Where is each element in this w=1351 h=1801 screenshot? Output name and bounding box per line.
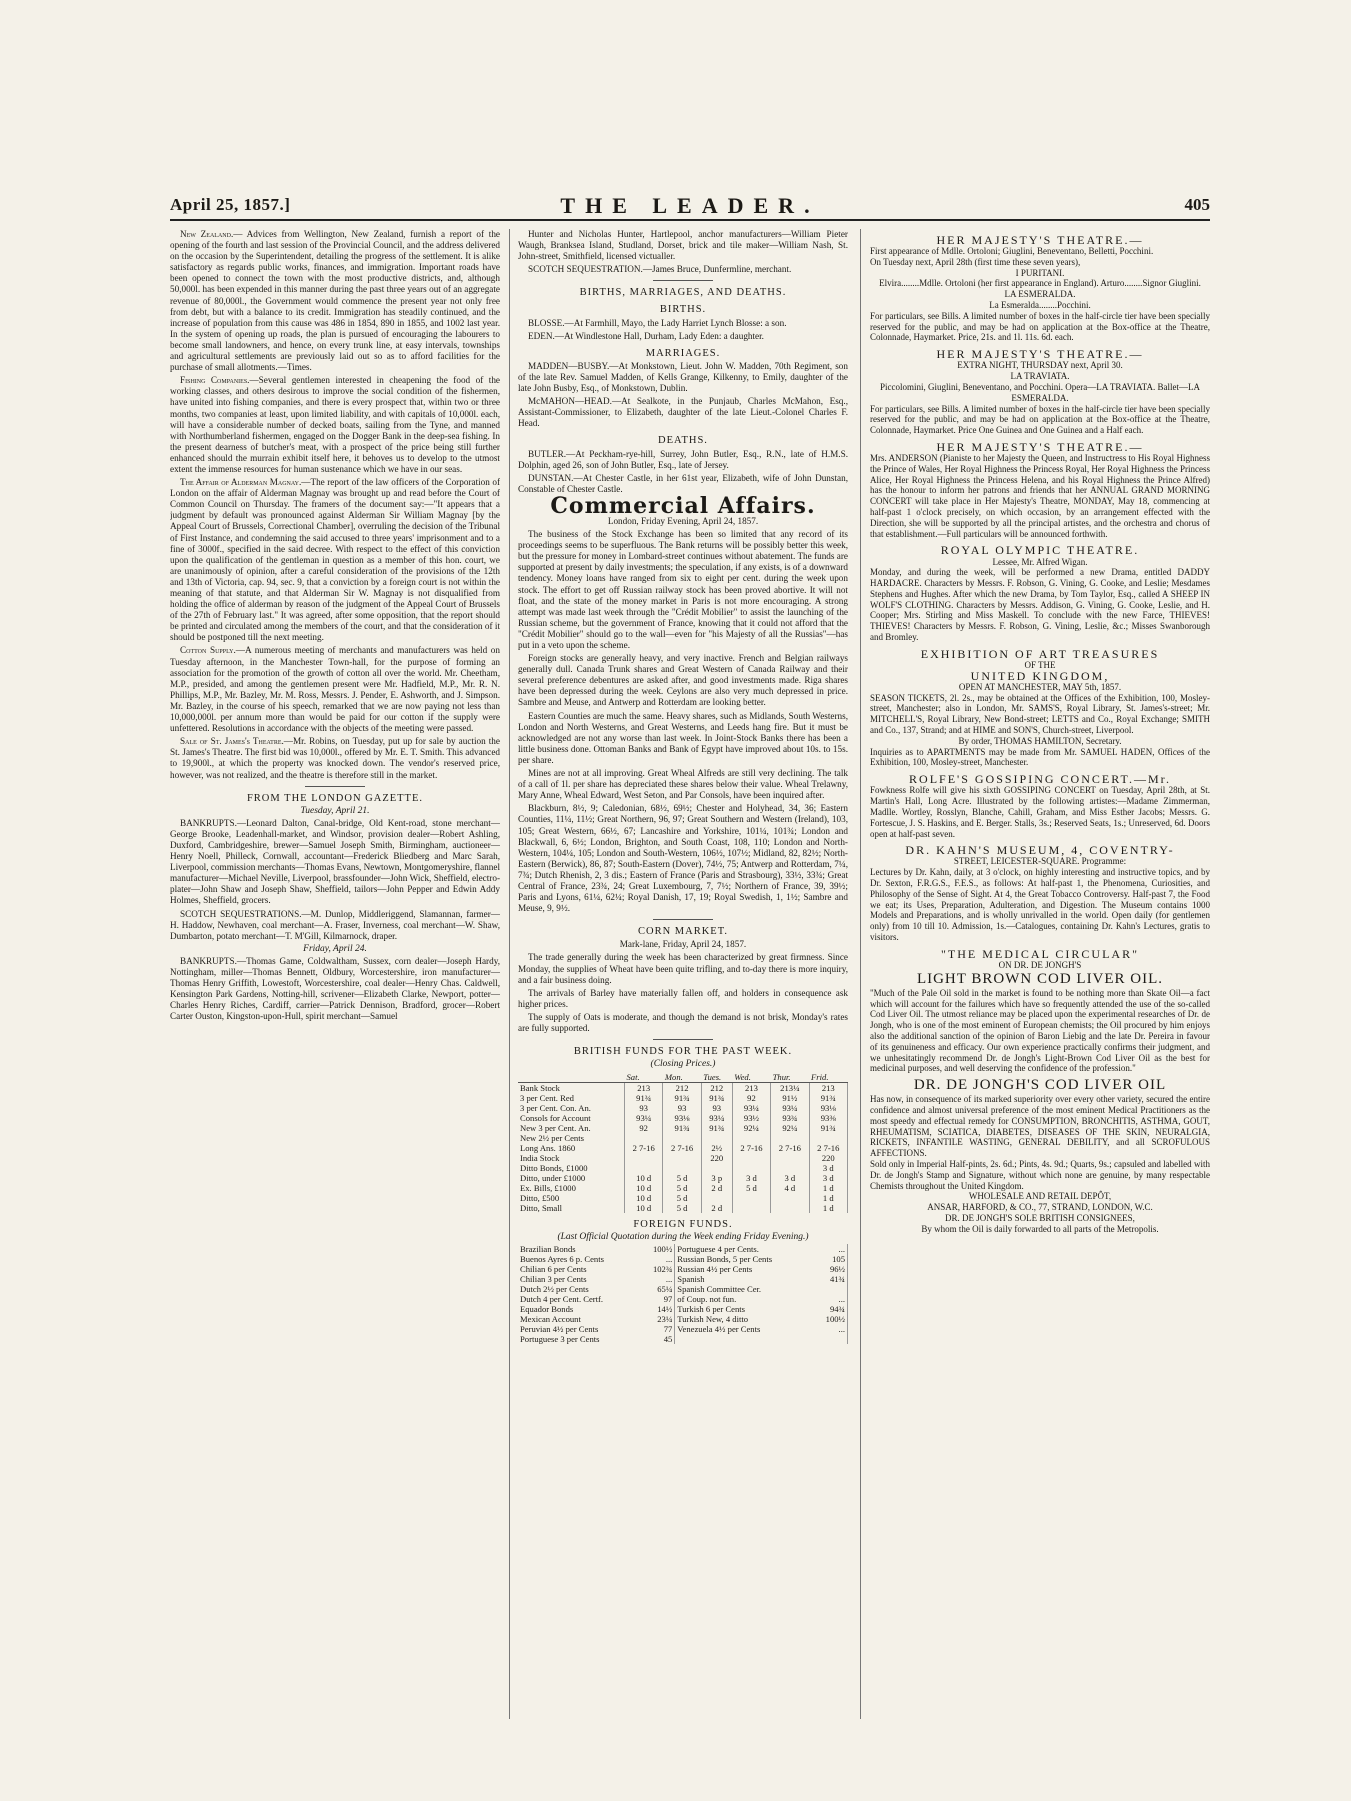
table-cell: Ditto, Small: [518, 1203, 624, 1213]
column-header: Tues.: [701, 1072, 732, 1083]
table-cell: Portuguese 4 per Cents.: [677, 1244, 759, 1255]
table-cell: [771, 1203, 809, 1213]
table-row: [518, 1183, 848, 1193]
table-row: [518, 1203, 848, 1213]
advert-title: LIGHT BROWN COD LIVER OIL.: [916, 970, 1164, 987]
advert-text: Sold only in Imperial Half-pints, 2s. 6d.; Pints, 4s. 9d.; Quarts, 9s.; capsuled and labelled with Dr. de Jongh's Stamp and Signature, without which none are genuine, by many respectable Chemists throughout the United Kingdom.: [870, 1159, 1210, 1191]
table-cell: [701, 1133, 732, 1143]
masthead: [170, 195, 1210, 221]
issue-date: April 25, 1857.]: [170, 195, 291, 214]
table-cell: [771, 1153, 809, 1163]
article-new-zealand: [170, 229, 500, 373]
table-cell: 100½: [641, 1244, 674, 1254]
table-cell: [771, 1133, 809, 1143]
article-head: Sale of St. James's Theatre.: [180, 736, 284, 747]
table-cell: 97: [641, 1294, 674, 1304]
table-cell: [663, 1133, 701, 1143]
table-cell: [663, 1153, 701, 1163]
table-cell: 212: [663, 1083, 701, 1094]
advert-heading: HER MAJESTY'S THEATRE.—: [936, 439, 1144, 454]
table-row: [518, 1113, 848, 1123]
advert-text: OPEN AT MANCHESTER, MAY 5th, 1857.: [958, 681, 1122, 692]
article-text: —A numerous meeting of merchants and manufacturers was held on Tuesday afternoon, in the Manchester Town-hall, for the purpose of forming an association for the promotion of the growth of cotton all over the world. Mr. Cheetham, M.P., presided, and among the gentlemen present were Mr. Hadfield, M.P., Mr. R. N. Phillips, M.P., Mr. Bazley, Mr. M. Ross, Messrs. J. Pender, E. Ashworth, and J. Simpson. Mr. Bazley, in the course of his speech, remarked that we are now paying not less than 10,000,000l. per annum more than would be paid for our cotton if the supply were unfettered. Resolutions in accordance with the objects of the meeting were passed.: [170, 645, 500, 734]
table-cell: 220: [809, 1153, 847, 1163]
table-cell: 213: [809, 1083, 847, 1094]
table-cell: [663, 1163, 701, 1173]
column-header: Wed.: [732, 1072, 770, 1083]
table-cell: 91¾: [663, 1123, 701, 1133]
table-cell: [732, 1203, 770, 1213]
table-cell: 91¾: [663, 1093, 701, 1103]
table-cell: [809, 1133, 847, 1143]
table-cell: 41¾: [814, 1274, 847, 1284]
gazette-scotch: SCOTCH SEQUESTRATIONS.—M. Dunlop, Middleriggend, Slamannan, farmer—H. Haddow, Newhaven, coal merchant—A. Fraser, Inverness, coal merchant—W. Shaw, Dumbarton, potato merchant—T. M'Gill, Kilmarnock, draper.: [170, 908, 500, 941]
table-cell: 93: [663, 1103, 701, 1113]
advert-heading: EXHIBITION OF ART TREASURES: [920, 646, 1160, 661]
advert-rolfe-concert: [870, 774, 1210, 839]
table-cell: Russian 4½ per Cents: [677, 1264, 753, 1275]
table-cell: 3 d: [809, 1173, 847, 1183]
foreign-funds-title: FOREIGN FUNDS.: [633, 1219, 733, 1231]
page-number: 405: [1184, 195, 1210, 214]
advert-address: ANSAR, HARFORD, & CO., 77, STRAND, LONDON, W.C.: [927, 1202, 1153, 1213]
advert-medical-circular: [870, 946, 1210, 1074]
article-text: —Mr. Robins, on Tuesday, put up for sale by auction the St. James's Theatre. The first bid was 10,000l., offered by Mr. E. T. Smith. This advanced to 19,900l., at which the property was knocked down. The vendor's reserved price, however, was not realized, and the theatre is therefore still in the market.: [170, 736, 500, 780]
table-cell: Chilian 6 per Cents: [520, 1264, 587, 1275]
article-head: New Zealand.: [180, 229, 234, 239]
table-cell: 93½: [732, 1113, 770, 1123]
table-cell: Peruvian 4½ per Cents: [520, 1324, 599, 1335]
advert-text: For particulars, see Bills. A limited number of boxes in the half-circle tier have been specially reserved for the public, and may be had on application at the Box-office at the Theatre, Colonnade, Haymarket. Price One Guinea and One Guinea and a Half each.: [870, 403, 1210, 436]
table-cell: [675, 1334, 814, 1344]
gazette-bankrupts: BANKRUPTS.—Leonard Dalton, Canal-bridge, Old Kent-road, stone merchant—George Brooke, Leadenhall-market, and Windsor, provision dealer—Robert Ashling, Duxford, Cambridgeshire, brewer—Samuel Joseph Smith, Birmingham, auctioneer—Henry Noell, Philleck, Cornwall, accountant—Frederick Bliedberg and Marc Sarah, Liverpool, commission merchants—Thomas Evans, Newtown, Montgomeryshire, flannel manufacturer—Michael Neville, Liverpool, brassfounder—John Wick, Sheffield, electro-plater—John Shaw and Joseph Shaw, Sheffield, tailors—John Pepper and Edwin Addy Holmes, Sheffield, grocers.: [170, 817, 500, 906]
corn-dateline: Mark-lane, Friday, April 24, 1857.: [619, 939, 747, 950]
deaths-head: DEATHS.: [658, 435, 708, 447]
advert-text: Fowkness Rolfe will give his sixth GOSSIPING CONCERT on Tuesday, April 28th, at St. Martin's Hall, Long Acre. Illustrated by the following artistes:—Madame Zimmerman, Madlle. Wortley, Rosslyn, Blanche, Cahill, Graham, and Miss Esther Jacobs; Messrs. G. Fortescue, J. S. Haskins, and E. Berger. Stalls, 3s.; Reserved Seats, 1s.; Unreserved, 6d. Doors open at half-past seven.: [870, 785, 1210, 839]
article-magnay: [170, 477, 500, 643]
table-row: [518, 1334, 848, 1344]
gazette-scotch: SCOTCH SEQUESTRATION.—James Bruce, Dunfermline, merchant.: [528, 264, 792, 275]
table-cell: Venezuela 4½ per Cents: [677, 1324, 761, 1335]
table-cell: Long Ans. 1860: [518, 1143, 624, 1153]
table-cell: 93⅛: [663, 1113, 701, 1123]
table-cell: 93¼: [701, 1113, 732, 1123]
table-cell: 10 d: [624, 1173, 662, 1183]
table-cell: 212: [701, 1083, 732, 1094]
advert-text: Mrs. ANDERSON (Pianiste to her Majesty the Queen, and Instructress to His Royal Highness the Prince of Wales, Her Royal Highness the Princess Royal, Her Royal Highness the Princess Alice, Her Royal Highness the Princess Helena, and his Royal Highness the Prince Alfred) has the honour to inform her patrons and friends that her ANNUAL GRAND MORNING CONCERT will take place in Her Majesty's Theatre, MONDAY, May 18, commencing at half-past 1 o'clock precisely, on which occasion, by an arrangement effected with the Direction, she will be supported by all the principal artistes, and the orchestra and chorus of that establishment.—Full particulars will be announced forthwith.: [870, 453, 1210, 539]
advert-cod-liver-oil: [870, 1077, 1210, 1234]
commercial-paragraph: Foreign stocks are generally heavy, and very inactive. French and Belgian railways generally dull. Canada Trunk shares and Great Western of Canada Railway and their several preference debentures are asked after, and good investments made. Riga shares have been depressed during the week. Ceylons are also very much depressed in price. Sambre and Meuse, and Antwerp and Rotterdam are looking better.: [518, 653, 848, 708]
section-rule: [305, 786, 365, 787]
advert-heading: DR. KAHN'S MUSEUM, 4, COVENTRY-: [905, 843, 1175, 858]
advert-text: First appearance of Mdlle. Ortoloni; Giuglini, Beneventano, Belletti, Pocchini.: [870, 246, 1154, 257]
table-body: [518, 1083, 848, 1214]
table-cell: 2 7-16: [771, 1143, 809, 1153]
table-cell: Dutch 4 per Cent. Certf.: [520, 1294, 604, 1305]
advert-her-majestys-theatre-2: [870, 349, 1210, 436]
table-cell: Ditto Bonds, £1000: [518, 1163, 624, 1173]
article-head: Fishing Companies.: [180, 375, 250, 386]
table-cell: 91¾: [701, 1093, 732, 1103]
table-cell: [732, 1163, 770, 1173]
advert-text: By whom the Oil is daily forwarded to all parts of the Metropolis.: [921, 1223, 1159, 1234]
table-cell: Buenos Ayres 6 p. Cents: [520, 1254, 604, 1265]
table-cell: 96½: [814, 1264, 847, 1274]
table-header-row: [518, 1072, 848, 1083]
commercial-paragraph: Eastern Counties are much the same. Heavy shares, such as Midlands, South Westerns, London and North Westerns, and Great Westerns, and Leeds hang fire. But it must be acknowledged are not any worse than last week. In Joint-Stock Banks there has been a little business done. Ottoman Banks and Bank of Egypt have improved about 10s. to 15s. per share.: [518, 710, 848, 765]
table-row: [518, 1284, 848, 1294]
death-notice: BUTLER.—At Peckham-rye-hill, Surrey, John Butler, Esq., R.N., late of H.M.S. Dolphin, aged 26, son of John Butler, Esq., late of Jersey.: [518, 448, 848, 470]
column-header: Mon.: [663, 1072, 701, 1083]
table-cell: 93: [701, 1103, 732, 1113]
table-cell: 45: [641, 1334, 674, 1344]
table-cell: 220: [701, 1153, 732, 1163]
table-cell: 93⅛: [809, 1103, 847, 1113]
table-cell: 93¾: [771, 1113, 809, 1123]
british-funds-table: [518, 1072, 848, 1213]
table-row: [518, 1193, 848, 1203]
marriage-notice: McMAHON—HEAD.—At Sealkote, in the Punjaub, Charles McMahon, Esq., Assistant-Commissioner, to Elizabeth, daughter of the late Lieut.-Colonel Charles F. Head.: [518, 396, 848, 429]
table-cell: 1 d: [809, 1193, 847, 1203]
table-body: [518, 1244, 848, 1344]
table-cell: 5 d: [663, 1173, 701, 1183]
section-rule: [653, 280, 713, 281]
table-cell: 2 d: [701, 1183, 732, 1193]
advert-heading: UNITED KINGDOM,: [970, 668, 1110, 683]
table-cell: 3 per Cent. Red: [518, 1093, 624, 1103]
table-cell: 91¾: [809, 1123, 847, 1133]
table-cell: [624, 1153, 662, 1163]
table-cell: 213¼: [771, 1083, 809, 1094]
advert-text: EXTRA NIGHT, THURSDAY next, April 30.: [957, 360, 1123, 371]
advert-title: DR. DE JONGH'S COD LIVER OIL: [913, 1077, 1167, 1094]
advert-kahn-museum: [870, 845, 1210, 942]
advert-her-majestys-theatre-1: [870, 235, 1210, 343]
table-row: [518, 1163, 848, 1173]
table-row: [518, 1314, 848, 1324]
table-cell: [732, 1153, 770, 1163]
table-cell: 93¼: [624, 1113, 662, 1123]
table-cell: Turkish 6 per Cents: [677, 1304, 746, 1315]
table-cell: ...: [814, 1244, 847, 1254]
corn-paragraph: The trade generally during the week has been characterized by great firmness. Since Monday, the supplies of Wheat have been quite trifling, and to-day there is more inquiry, and a fair business doing.: [518, 952, 848, 985]
table-cell: Brazilian Bonds: [520, 1244, 576, 1255]
table-row: [518, 1264, 848, 1274]
british-funds-subtitle: (Closing Prices.): [650, 1059, 716, 1070]
newspaper-page: [170, 195, 1210, 1755]
advert-text: For particulars, see Bills. A limited number of boxes in the half-circle tier have been specially reserved for the public, and may be had on application at the Box-office at the Theatre, Colonnade, Haymarket. Price, 21s. and 1l. 11s. 6d. each.: [870, 310, 1210, 343]
table-cell: [624, 1163, 662, 1173]
table-cell: of Coup. not fun.: [677, 1294, 737, 1305]
advert-heading: ROYAL OLYMPIC THEATRE.: [940, 543, 1140, 558]
table-cell: 10 d: [624, 1203, 662, 1213]
table-cell: 4 d: [771, 1183, 809, 1193]
table-cell: 2 7-16: [732, 1143, 770, 1153]
advert-depot: WHOLESALE AND RETAIL DEPÔT,: [968, 1191, 1112, 1202]
table-cell: 3 d: [809, 1163, 847, 1173]
table-cell: 3 d: [732, 1173, 770, 1183]
table-cell: 91¾: [624, 1093, 662, 1103]
table-cell: 5 d: [663, 1193, 701, 1203]
table-cell: Ditto, £500: [518, 1193, 624, 1203]
table-cell: [771, 1193, 809, 1203]
table-cell: Ditto, under £1000: [518, 1173, 624, 1183]
table-cell: Consols for Account: [518, 1113, 624, 1123]
table-cell: Ex. Bills, £1000: [518, 1183, 624, 1193]
column-header: Sat.: [624, 1072, 662, 1083]
advert-text: Monday, and during the week, will be performed a new Drama, entitled DADDY HARDACRE. Characters by Messrs. F. Robson, G. Vining, G. Cooke, and Leslie; Mesdames Stephens and Hughes. After which the new Drama, by Tom Taylor, Esq., called A SHEEP IN WOLF'S CLOTHING. Characters by Messrs. Addison, G. Vining, G. Cooke, Leslie, and H. Cooper; Mrs. Stirling and Miss Maskell. To conclude with the new Farce, THIEVES! THIEVES! Characters by Messrs. F. Robson, G. Vining, Leslie, &c.; Misses Swanborough and Bromley.: [870, 567, 1210, 643]
advert-text: Has now, in consequence of its marked superiority over every other variety, secured the entire confidence and almost universal preference of the most eminent Medical Practitioners as the most speedy and effectual remedy for CONSUMPTION, BRONCHITIS, ASTHMA, GOUT, RHEUMATISM, SCIATICA, DIABETES, DISEASES OF THE SKIN, NEURALGIA, RICKETS, INFANTILE WASTING, GENERAL DEBILITY, and all SCROFULOUS AFFECTIONS.: [870, 1094, 1210, 1159]
table-cell: Bank Stock: [518, 1083, 624, 1094]
birth-notice: BLOSSE.—At Farmhill, Mayo, the Lady Harriet Lynch Blosse: a son.: [528, 317, 787, 328]
advert-lessee: Lessee, Mr. Alfred Wigan.: [992, 556, 1088, 567]
advert-heading: HER MAJESTY'S THEATRE.—: [936, 347, 1144, 362]
section-rule: [653, 919, 713, 920]
table-row: [518, 1143, 848, 1153]
column-2: [518, 229, 848, 1754]
advert-text: SEASON TICKETS, 2l. 2s., may be obtained at the Offices of the Exhibition, 100, Mosley-street, Manchester; also in London, Mr. SAMS'S, Royal Library, St. James's-street; Mr. MITCHELL'S, Royal Library, New Bond-street; LETTS and Co., Royal Exchange; SMITH and Co., 137, Strand; and at HIME and SON'S, Church-street, Liverpool.: [870, 692, 1210, 736]
table-cell: [814, 1334, 847, 1344]
table-cell: Dutch 2½ per Cents: [520, 1284, 589, 1295]
table-cell: 94¾: [814, 1304, 847, 1314]
table-cell: 5 d: [732, 1183, 770, 1193]
table-cell: 91¾: [809, 1093, 847, 1103]
table-row: [518, 1304, 848, 1314]
table-cell: [701, 1163, 732, 1173]
advert-heading: ROLFE'S GOSSIPING CONCERT.—Mr.: [909, 772, 1171, 787]
article-text: —The report of the law officers of the Corporation of London on the affair of Alderman Magnay was brought up and read before the Court of Common Council on Thursday. The framers of the document say:—"It appears that a judgment by default was pronounced against Alderman Sir William Magnay [by the Appeal Court of Brussels, Correctional Chamber], overruling the decision of the Tribunal of First Instance, and condemning the said accused to three years' imprisonment and to a fine of 3000f., specified in the said decree. With respect to the effect of this conviction upon the qualification of the gentleman in question as a member of this hon. court, we are unanimously of opinion, after a careful consideration of the provisions of the 12th and 13th of Victoria, cap. 94, sec. 9, that a conviction by a foreign court is not within the meaning of that statute, and that Alderman Sir W. Magnay is not disqualified from holding the office of alderman by reason of the judgment of the Appeal Court of Brussels of the 27th of February last." It was agreed, after some opposition, that the report should be printed and circulated among the members of the court, and that the consideration of it should be postponed till the next meeting.: [170, 477, 500, 643]
marriages-head: MARRIAGES.: [645, 347, 721, 359]
foreign-funds-subtitle: (Last Official Quotation during the Week ending Friday Evening.): [557, 1232, 809, 1243]
table-cell: 92¼: [771, 1123, 809, 1133]
column-divider: [509, 229, 510, 1719]
table-cell: 5 d: [663, 1203, 701, 1213]
advert-subheading: STREET, LEICESTER-SQUARE. Programme:: [953, 856, 1127, 867]
article-fishing: [170, 375, 500, 475]
gazette-title: FROM THE LONDON GAZETTE.: [246, 792, 424, 804]
table-cell: 93: [624, 1103, 662, 1113]
death-notice: DUNSTAN.—At Chester Castle, in her 61st year, Elizabeth, wife of John Dunstan, Constable of Chester Castle.: [518, 472, 848, 494]
table-cell: 213: [624, 1083, 662, 1094]
table-row: [518, 1083, 848, 1094]
article-head: The Affair of Alderman Magnay.: [180, 477, 302, 488]
table-cell: 213: [732, 1083, 770, 1094]
table-row: [518, 1173, 848, 1183]
table-cell: 23¼: [641, 1314, 674, 1324]
table-cell: Spanish: [677, 1274, 705, 1285]
table-cell: 1 d: [809, 1183, 847, 1193]
advert-cast: La Esmeralda........Pocchini.: [989, 300, 1091, 311]
table-row: [518, 1244, 848, 1254]
column-3: [870, 229, 1210, 1754]
table-cell: 3 p: [701, 1173, 732, 1183]
table-cell: Portuguese 3 per Cents: [520, 1334, 600, 1345]
table-cell: 5 d: [663, 1183, 701, 1193]
table-cell: [814, 1284, 847, 1294]
table-row: [518, 1123, 848, 1133]
table-cell: 2 d: [701, 1203, 732, 1213]
table-row: [518, 1093, 848, 1103]
advert-heading: HER MAJESTY'S THEATRE.—: [936, 233, 1144, 247]
advert-text: "Much of the Pale Oil sold in the market is found to be nothing more than Skate Oil—a fact which will account for the failures which have so frequently attended the use of the so-called Cod Liver Oil. The utmost reliance may be placed upon the experimental researches of Dr. de Jongh, who is one of the most eminent of European chemists; the Oil procured by him enjoys also the additional sanction of the opinion of Baron Liebig and the late Dr. Pereira in favour of its genuineness and efficacy. Our own experience practically confirms their judgment, and we unhesitatingly recommend Dr. de Jongh's Light-Brown Cod Liver Oil as the best for medicinal purposes, and well deserving the confidence of the profession.": [870, 987, 1210, 1074]
column-header: [518, 1072, 624, 1083]
table-cell: 100½: [814, 1314, 847, 1324]
table-cell: New 2½ per Cents: [518, 1133, 624, 1143]
table-cell: [732, 1193, 770, 1203]
table-cell: ...: [814, 1294, 847, 1304]
table-cell: ...: [641, 1254, 674, 1264]
commercial-paragraph: Blackburn, 8½, 9; Caledonian, 68½, 69½; Chester and Holyhead, 34, 36; Eastern Counties, 11¼, 11½; Great Northern, 96, 97; Great Southern and Western (Ireland), 103, 105; Great Western, 66½, 67; Lancashire and Yorkshire, 101¼, 101¾; London and Blackwall, 6, 6½; London, Brighton, and South Coast, 108, 110; London and North-Western, 104¼, 105; London and South-Western, 106½, 107½; Midland, 82, 82½; North-Eastern (Berwick), 86, 87; South-Eastern (Dover), 74½, 75; Antwerp and Rotterdam, 7¼, 7¾; Dutch Rhenish, 2, 3 dis.; Eastern of France (Paris and Strasbourg), 33½, 33¾; Great Central of France, 23¾, 24; Great Luxembourg, 7, 7½; Northern of France, 39, 39½; Paris and Lyons, 61¼, 62¼; Royal Danish, 17, 19; Royal Swedish, 1, 1½; Sambre and Meuse, 9, 9½.: [518, 803, 848, 914]
table-cell: 2 7-16: [809, 1143, 847, 1153]
table-cell: Turkish New, 4 ditto: [677, 1314, 749, 1325]
advert-text: Inquiries as to APARTMENTS may be made from Mr. SAMUEL HADEN, Offices of the Exhibition, 100, Mosley-street, Manchester.: [870, 746, 1210, 768]
advert-signature: By order, THOMAS HAMILTON, Secretary.: [958, 735, 1122, 746]
table-cell: ...: [814, 1324, 847, 1334]
table-cell: [771, 1163, 809, 1173]
table-cell: Equador Bonds: [520, 1304, 574, 1315]
advert-cast: Piccolomini, Giuglini, Beneventano, and Pocchini. Opera—LA TRAVIATA. Ballet—LA ESMERALDA.: [880, 381, 1200, 403]
commercial-paragraph: Mines are not at all improving. Great Wheal Alfreds are still very declining. The talk of a call of 1l. per share has depreciated these shares below their value. Wheal Trelawny, Mary Anne, Wheal Edward, West Seton, and Par Consols, have been inquired after.: [518, 768, 848, 801]
newspaper-title: THE LEADER.: [560, 193, 820, 218]
advert-consignees: DR. DE JONGH'S SOLE BRITISH CONSIGNEES,: [945, 1213, 1135, 1223]
column-header: Thur.: [771, 1072, 809, 1083]
table-cell: 3 per Cent. Con. An.: [518, 1103, 624, 1113]
british-funds-title: BRITISH FUNDS FOR THE PAST WEEK.: [573, 1046, 793, 1058]
table-cell: 3 d: [771, 1173, 809, 1183]
table-cell: 93¼: [732, 1103, 770, 1113]
table-cell: [701, 1193, 732, 1203]
advert-opera: LA TRAVIATA.: [1010, 371, 1070, 382]
table-cell: 92¼: [732, 1123, 770, 1133]
advert-royal-olympic: [870, 545, 1210, 642]
table-cell: [624, 1133, 662, 1143]
article-text: — Advices from Wellington, New Zealand, furnish a report of the opening of the fourth and last session of the Provincial Council, and the address delivered on the occasion by the Superintendent, detailing the progress of the settlement. It is alike satisfactory as regards public works, finances, and immigration. Important roads have been opened to connect the town with the most productive districts, and, although 50,000l. has been expended in this manner during the past three years out of an aggregate revenue of 80,000l., the Government would commence the present year not only free from debt, but with a balance to its credit. Immigration has steadily continued, and the increase of population from this cause was 486 in 1854, 890 in 1855, and 1002 last year. In the system of opening up roads, the plan is pursued of encouraging the labourers to become small landowners, and hence, on every trunk line, at easy intervals, townships and agricultural settlements are previously laid out so as to afford facilities for the purchase of small allotments.—Times.: [170, 229, 500, 373]
table-cell: Chilian 3 per Cents: [520, 1274, 587, 1285]
gazette-bankrupts: BANKRUPTS.—Thomas Game, Coldwaltham, Sussex, corn dealer—Joseph Hardy, Nottingham, miller—Thomas Bennett, Oldbury, Worcestershire, iron manufacturer—Thomas Henry Griffith, Lowestoft, Worcestershire, coal dealer—Henry Chas. Caldwell, Kensington Park Gardens, Notting-hill, scrivener—Elizabeth Clarke, Newport, potter—Charles Henry Riches, Cardiff, carrier—Patrick Dennison, Bradford, grocer—Robert Carter Ouston, Kingston-upon-Hull, spirit merchant—Samuel: [170, 955, 500, 1022]
article-cotton: [170, 645, 500, 734]
table-cell: India Stock: [518, 1153, 624, 1163]
gazette-date: Friday, April 24.: [303, 943, 367, 954]
table-cell: 91½: [771, 1093, 809, 1103]
table-cell: 65¼: [641, 1284, 674, 1294]
bmd-title: BIRTHS, MARRIAGES, AND DEATHS.: [579, 287, 787, 299]
advert-text: OF THE: [1024, 659, 1056, 670]
advert-heading: "THE MEDICAL CIRCULAR": [940, 946, 1139, 961]
table-cell: Russian Bonds, 5 per Cents: [677, 1254, 773, 1265]
table-cell: 91¾: [701, 1123, 732, 1133]
section-rule: [653, 1039, 713, 1040]
table-cell: 105: [814, 1254, 847, 1264]
gazette-date: Tuesday, April 21.: [300, 805, 370, 816]
birth-notice: EDEN.—At Windlestone Hall, Durham, Lady Eden: a daughter.: [528, 330, 764, 341]
table-cell: 92: [624, 1123, 662, 1133]
table-row: [518, 1153, 848, 1163]
article-text: —Several gentlemen interested in cheapening the food of the working classes, and others desirous to improve the social condition of the fishermen, have united into fishing companies, and there is every prospect that, within two or three months, two companies at least, upon limited liability, and with capitals of 10,000l. each, will have a considerable number of decked boats, sailing from the Tyne, and manned with Northumberland fishermen, engaged on the Dogger Bank in the deep-sea fishing. In the present dearness of butcher's meat, with a prospect of the price being still further enhanced should the murrain exhibit itself here, it behoves us to develop to the utmost extent the immense resources for human sustenance which we have in our seas.: [170, 375, 500, 474]
commercial-dateline: London, Friday Evening, April 24, 1857.: [607, 515, 759, 526]
gazette-continued: Hunter and Nicholas Hunter, Hartlepool, anchor manufacturers—William Pieter Waugh, Branksea Island, Studland, Dorset, brick and tile maker—William Nash, St. John-street, Smithfield, licensed victualler.: [518, 229, 848, 262]
advert-opera: I PURITANI.: [1015, 267, 1065, 278]
table-cell: 2 7-16: [663, 1143, 701, 1153]
table-cell: 2 7-16: [624, 1143, 662, 1153]
table-row: [518, 1294, 848, 1304]
births-head: BIRTHS.: [659, 304, 707, 316]
table-cell: 10 d: [624, 1183, 662, 1193]
table-cell: [732, 1133, 770, 1143]
advert-her-majestys-theatre-3: [870, 439, 1210, 539]
column-header: Frid.: [809, 1072, 847, 1083]
table-cell: 1 d: [809, 1203, 847, 1213]
table-cell: 93¼: [771, 1103, 809, 1113]
column-1: [170, 229, 500, 1754]
advert-subheading: ON DR. DE JONGH'S: [998, 959, 1082, 970]
article-sale: [170, 736, 500, 780]
commercial-paragraph: The business of the Stock Exchange has been so limited that any record of its proceedings seems to be superfluous. The Bank returns will be possibly better this week, but the pressure for money in Lombard-street continues without abatement. The funds are supported at present by daily investments; the speculation, if any exists, is of a downward tendency. Money loans have ranged from six to eight per cent. during the week upon stock. The effort to get off Russian railway stock has been proved abortive. It will not float, and the state of the money market in Paris is not more encouraging. A strong attempt was made last week through the "Crédit Mobilier" to assist the launching of the Russian scheme, but the government of France, knowing that it could not afford that the "Crédit Mobilier" should go to the wall—even for "his Majesty of all the Russias"—has put in a veto upon the scheme.: [518, 529, 848, 650]
table-cell: New 3 per Cent. An.: [518, 1123, 624, 1133]
table-cell: 10 d: [624, 1193, 662, 1203]
advert-text: On Tuesday next, April 28th (first time these seven years),: [870, 256, 1081, 267]
table-row: [518, 1103, 848, 1113]
table-cell: Mexican Account: [520, 1314, 581, 1325]
advert-ballet: LA ESMERALDA.: [1004, 289, 1076, 300]
advert-cast: Elvira........Mdlle. Ortoloni (her first appearance in England). Arturo........Signor Giuglini.: [879, 278, 1201, 289]
advert-art-treasures: [870, 646, 1210, 768]
commercial-affairs-title: Commercial Affairs.: [550, 492, 816, 519]
table-cell: 102¾: [641, 1264, 674, 1274]
advert-text: Lectures by Dr. Kahn, daily, at 3 o'clock, on highly interesting and instructive topics, and by Dr. Sexton, F.R.G.S., F.E.S., as follows: At half-past 1, the Phenomena, Curiosities, and Philosophy of the Sense of Sight. At 4, the Great Tobacco Controversy. Half-past 7, the Food we eat; its Uses, Preparation, Adulteration, and Digestion. The Museum contains 1000 Models and Preparations, and is wholly unrivalled in the world. Open daily (for gentlemen only) from 10 till 10. Admission, 1s.—Catalogues, containing Dr. Kahn's Lectures, gratis to visitors.: [870, 867, 1210, 942]
table-row: [518, 1324, 848, 1334]
table-cell: 14½: [641, 1304, 674, 1314]
table-cell: 2½: [701, 1143, 732, 1153]
table-row: [518, 1254, 848, 1264]
corn-paragraph: The arrivals of Barley have materially fallen off, and holders in consequence ask higher prices.: [518, 987, 848, 1009]
article-head: Cotton Supply.: [180, 645, 236, 656]
table-row: [518, 1133, 848, 1143]
column-divider: [860, 229, 861, 1719]
foreign-funds-table: [518, 1244, 848, 1344]
corn-market-title: CORN MARKET.: [638, 926, 728, 938]
table-cell: 93⅜: [809, 1113, 847, 1123]
marriage-notice: MADDEN—BUSBY.—At Monkstown, Lieut. John W. Madden, 70th Regiment, son of the late Rev. Samuel Madden, of Kells Grange, Kilkenny, to Emily, daughter of the late John Busby, Esq., of Monkstown, Dublin.: [518, 360, 848, 394]
table-cell: Spanish Committee Cer.: [677, 1284, 762, 1295]
table-cell: ...: [641, 1274, 674, 1284]
table-cell: 77: [641, 1324, 674, 1334]
table-cell: 92: [732, 1093, 770, 1103]
table-row: [518, 1274, 848, 1284]
corn-paragraph: The supply of Oats is moderate, and though the demand is not brisk, Monday's rates are fully supported.: [518, 1011, 848, 1033]
